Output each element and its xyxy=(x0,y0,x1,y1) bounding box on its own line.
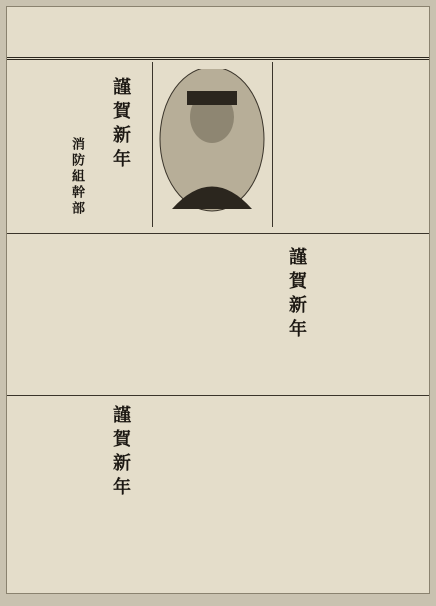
column-rule xyxy=(272,62,273,227)
new-year-headline-left: 謹賀新年 xyxy=(110,77,131,173)
portrait-illustration xyxy=(157,69,267,219)
fire-brigade-leaders-label: 消防組幹部 xyxy=(69,137,84,217)
horizontal-rule xyxy=(7,233,429,234)
new-year-headline-mid: 謹賀新年 xyxy=(286,247,307,343)
portrait-photo xyxy=(157,69,267,169)
horizontal-rule xyxy=(7,395,429,396)
newspaper-page xyxy=(6,6,430,594)
new-year-headline-bottom: 謹賀新年 xyxy=(110,405,131,501)
article-body xyxy=(269,67,369,227)
column-rule xyxy=(152,62,153,227)
masthead xyxy=(7,7,429,60)
